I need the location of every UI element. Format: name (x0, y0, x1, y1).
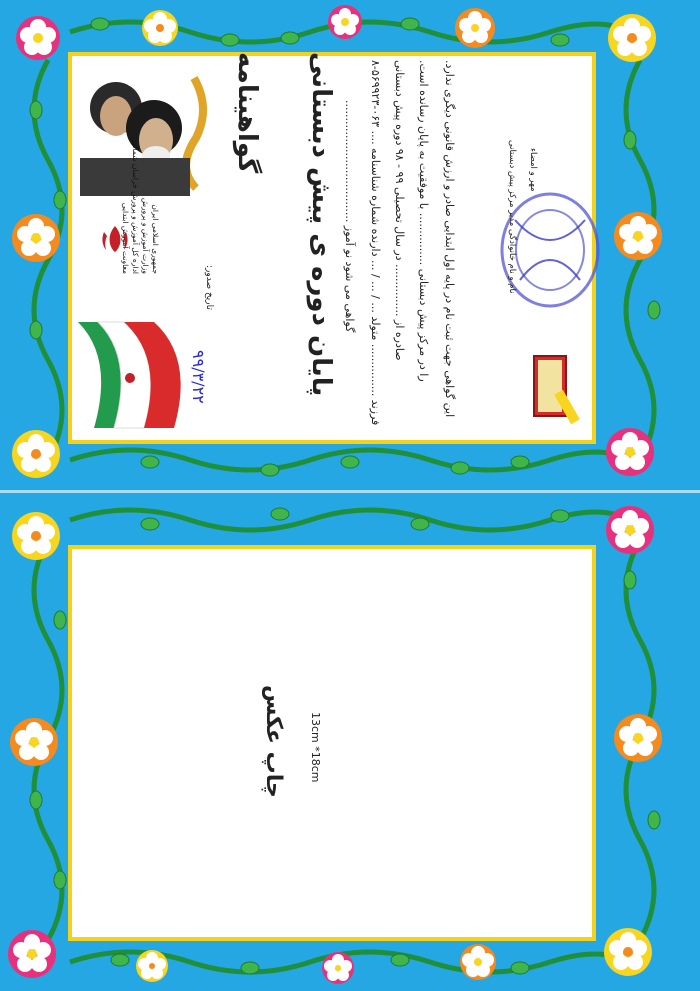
certificate-subtitle: پایان دوره ی پیش دبستانی (306, 52, 336, 397)
stamp-label: مهر و امضاء (528, 148, 538, 192)
iran-flag-image (74, 318, 204, 436)
certificate-line: صادره از ............... در سال تحصیلی ۹۹ - ۹۸ دوره پیش دبستانی (393, 60, 406, 361)
certificate-line: این گواهی جهت ثبت نام در پایه اول ابتدایی صادر و ارزش قانونی دیگری ندارد. (443, 60, 456, 418)
photo-size-label: 13cm *18cm (309, 712, 322, 783)
issuing-organization (120, 140, 160, 274)
fold-line (0, 490, 700, 493)
org-line: وزارت آموزش و پرورش (141, 197, 150, 274)
org-line: اداره کل آموزش و پرورش خراسان شمالی (131, 140, 140, 274)
certificate-line: گواهی می شود نو آموز ................................... (343, 100, 356, 333)
certificate-title: گواهینامه (232, 52, 262, 174)
book-pencil-icon (528, 350, 588, 430)
certificate-line: را در مرکز پیش دبستانی ............... با موفقیت به پایان رسانده است. (417, 60, 430, 382)
issue-date-value: ۹۹/۳/۲۲ (189, 350, 208, 404)
org-line: معاونت آموزش ابتدایی (121, 202, 130, 274)
signature-label: نام و نام خانوادگی مدیر مرکز پیش دبستانی (507, 140, 517, 294)
org-line: جمهوری اسلامی ایران (151, 204, 160, 274)
certificate-line: فرزند ............... متولد ... / ... / ... دارنده شماره شناسنامه .... ۰۶۳-۵۶۹۹۲۳-۸ (369, 60, 382, 426)
photo-panel (68, 545, 596, 941)
photo-print-title: چاپ عکس (261, 685, 286, 798)
issue-date-label: تاریخ صدور: (204, 265, 214, 310)
